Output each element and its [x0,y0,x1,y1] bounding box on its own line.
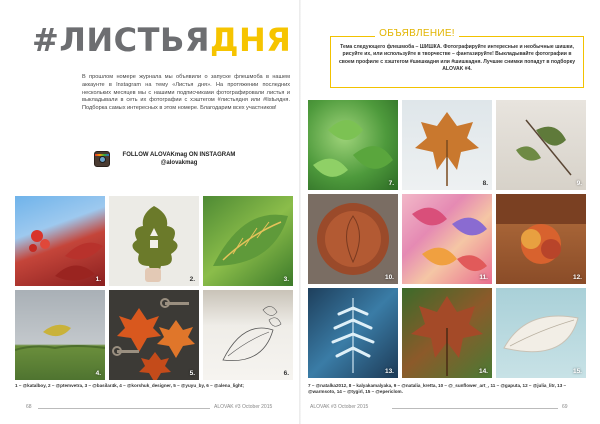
instagram-icon [94,151,110,167]
photo-credits-right: 7 – @natalka2012, 8 – kalyakamalyaka, 9 – @natalia_kretta, 10 – @_sunflower_art_, 11 – @gaputa, 12 – @julia_litr, 13 – @warmsoto, 14 – @tygirl, 15 – @epericlom. [308,383,567,395]
title-part-yellow: ДНЯ [210,21,292,59]
photo-10 [308,194,398,284]
photo-number: 5. [189,370,195,377]
photo-number: 7. [388,180,394,187]
photo-8 [402,100,492,190]
photo-number: 2. [189,276,195,283]
clay-plate-image [308,194,398,284]
photo-12 [496,194,586,284]
photo-number: 9. [576,180,582,187]
photo-number: 10. [384,274,394,281]
photo-6 [203,290,293,380]
fern-leaf-image [308,288,398,378]
footer-divider-left [38,408,210,409]
photo-5 [109,290,199,380]
photo-number: 3. [283,276,289,283]
ceramic-leaf-dish-image [496,288,586,378]
page-number-right: 69 [562,404,568,410]
photo-15 [496,288,586,378]
page-number-left: 68 [26,404,32,410]
photo-4 [15,290,105,380]
photo-11 [402,194,492,284]
photo-number: 1. [95,276,101,283]
flying-leaf-image [15,290,105,380]
photo-14 [402,288,492,378]
instagram-handle: @alovakmag [160,160,198,166]
photo-number: 8. [482,180,488,187]
photo-number: 14. [478,368,488,375]
watercolor-leaf-image [402,100,492,190]
page-title [32,20,291,60]
footer-magazine-right: ALOVAK #3 October 2015 [310,404,369,410]
footer-magazine-left: ALOVAK #3 October 2015 [214,404,273,410]
maple-leaf-image [402,288,492,378]
green-leaves-image [308,100,398,190]
photo-3 [203,196,293,286]
photo-number: 4. [95,370,101,377]
announcement-title: ОБЪЯВЛЕНИЕ! [375,26,459,42]
photo-number: 13. [384,368,394,375]
photo-number: 12. [572,274,582,281]
instagram-follow-label: FOLLOW ALOVAKmag ON INSTAGRAM [122,152,236,158]
title-part-gray: #ЛИСТЬЯ [32,21,211,59]
photo-number: 15. [572,368,582,375]
leaf-sketch-image [203,290,293,380]
intro-text: В прошлом номере журнала мы объявили о запуске флешмоба в нашем аккаунте в Instagram на тему «Листья дня». На протяжении последних нескольких месяцев мы с нашими подписчиками фотографировали листья и выкладывали в сеть их фотографии с хэштегом #листьядня или #listьядня. Подборка самых интересных в этом номере. Благодарим всех участников! [82,74,290,112]
instagram-icon-lens [99,156,106,163]
painted-leaves-image [402,194,492,284]
photo-2 [109,196,199,286]
photo-credits-left: 1 – @katalboy, 2 – @ptemvetra, 3 – @basilar4k, 4 – @korshuk_designer, 5 – @yuyu_by, 6 – @alena_light; [15,383,244,388]
photo-number: 11. [479,274,488,281]
oak-leaf-cutout-image [109,196,199,286]
photo-13 [308,288,398,378]
announcement-text: Тема следующего флешмоба – ШИШКА. Фотографируйте интересные и необычные шишки, рисуйте их, или используйте в творчестве – фантазируйте! Выкладывайте фотографии в своем профиле с хэштегом #шишкадня или #шишкадня. Лучшие снимки попадут в подборку ALOVAK #4. [338,44,576,73]
photo-9 [496,100,586,190]
rowan-leaves-image [15,196,105,286]
leaf-branch-image [496,100,586,190]
page-gutter [299,0,301,424]
photo-7 [308,100,398,190]
maple-leaves-keys-image [109,290,199,380]
instagram-text [114,151,244,167]
photo-1 [15,196,105,286]
footer-divider-right [392,408,558,409]
instagram-follow[interactable] [94,149,284,169]
embroidered-leaf-image [203,196,293,286]
photo-number: 6. [283,370,289,377]
autumn-bouquet-image [496,194,586,284]
